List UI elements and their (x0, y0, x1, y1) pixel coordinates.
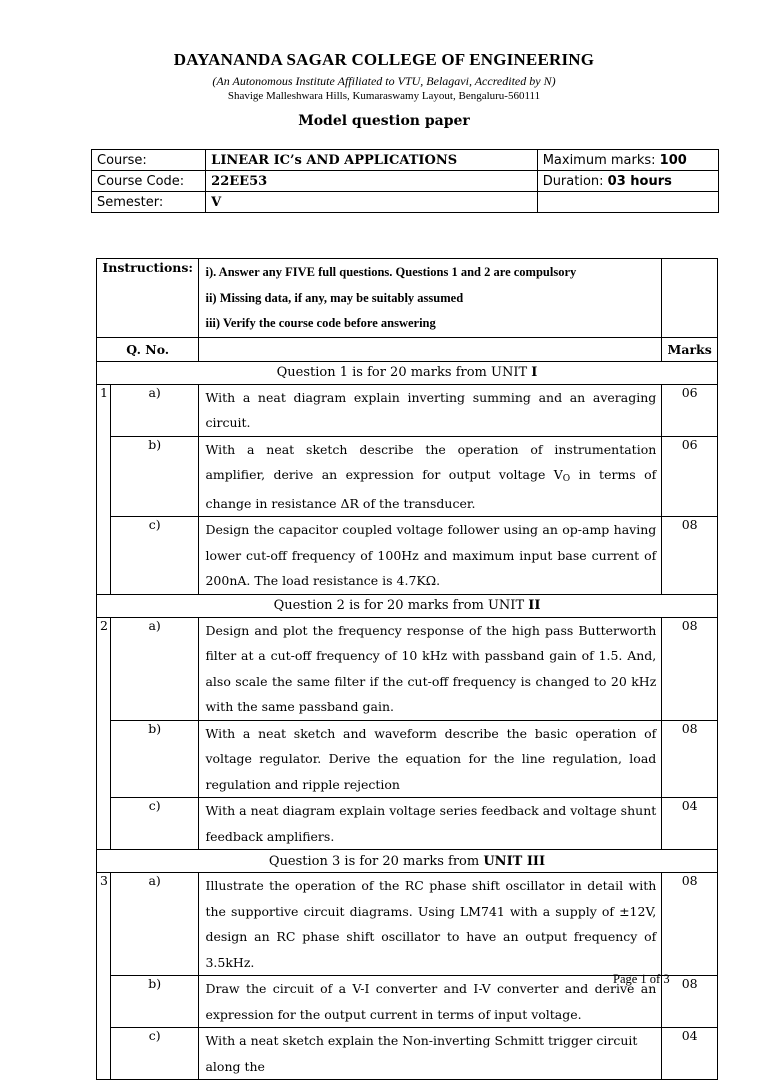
question-header-cell (199, 337, 662, 361)
unit-heading (97, 594, 718, 617)
question-table (96, 258, 718, 1080)
question-marks: 08 (662, 720, 718, 798)
question-text: With a neat sketch and waveform describe the basic operation of voltage regulator. Derive the equation for the line regulation, load regulation and ripple rejection (199, 720, 662, 798)
course-code-label: Course Code: (92, 171, 206, 192)
question-marks: 04 (662, 798, 718, 850)
question-text: Draw the circuit of a V-I converter and I-V converter and derive an expression for the output current in terms of input voltage. (199, 976, 662, 1028)
sub-question-label: c) (110, 798, 199, 850)
instruction-line: iii) Verify the course code before answering (205, 316, 436, 330)
instructions-text (199, 259, 662, 338)
course-value: LINEAR IC’s AND APPLICATIONS (206, 150, 538, 171)
unit-label: UNIT III (483, 853, 546, 869)
semester-label: Semester: (92, 192, 206, 213)
sub-question-label: a) (110, 617, 199, 720)
college-name: DAYANANDA SAGAR COLLEGE OF ENGINEERING (173, 50, 595, 69)
question-number: 3 (97, 873, 111, 1080)
paper-title: Model question paper (298, 113, 470, 129)
max-marks-value: 100 (659, 152, 687, 168)
college-affiliation: (An Autonomous Institute Affiliated to VTU, Belagavi, Accredited by N) (212, 74, 556, 88)
unit-label: I (531, 365, 538, 380)
question-marks: 08 (662, 873, 718, 976)
question-number: 1 (97, 384, 111, 594)
sub-question-label: b) (110, 976, 199, 1028)
unit-heading-text: Question 2 is for 20 marks from UNIT (273, 598, 525, 613)
sub-question-label: c) (110, 517, 199, 595)
question-text: With a neat sketch explain the Non-inverting Schmitt trigger circuit along the (199, 1028, 662, 1080)
question-text: With a neat diagram explain inverting summing and an averaging circuit. (199, 384, 662, 436)
question-text: Design the capacitor coupled voltage follower using an op-amp having lower cut-off frequency of 100Hz and maximum input base current of 200nA. The load resistance is 4.7KΩ. (199, 517, 662, 595)
question-marks: 08 (662, 976, 718, 1028)
max-marks-cell (537, 150, 718, 171)
question-marks: 06 (662, 436, 718, 517)
duration-cell (537, 171, 718, 192)
question-text-part: in terms of change in resistance ΔR of the transducer. (205, 467, 657, 511)
question-text: Design and plot the frequency response of the high pass Butterworth filter at a cut-off frequency of 10 kHz with passband gain of 1.5. And, also scale the same filter if the cut-off frequency is changed to 20 kHz with the same passband gain. (199, 617, 662, 720)
semester-value: V (206, 192, 538, 213)
college-address: Shavige Malleshwara Hills, Kumaraswamy Layout, Bengaluru-560111 (227, 90, 541, 102)
page-number: Page 1 of 3 (613, 972, 670, 986)
max-marks-label: Maximum marks: (542, 152, 656, 168)
instruction-line: ii) Missing data, if any, may be suitably assumed (205, 290, 464, 305)
instruction-line: i). Answer any FIVE full questions. Questions 1 and 2 are compulsory (205, 265, 577, 279)
instructions-marks-cell (662, 259, 718, 338)
marks-header: Marks (662, 337, 718, 361)
sub-question-label: a) (110, 384, 199, 436)
instructions-label: Instructions: (97, 259, 199, 338)
unit-heading (97, 361, 718, 384)
sub-question-label: b) (110, 720, 199, 798)
subscript: O (562, 474, 571, 484)
duration-label: Duration: (542, 173, 604, 189)
unit-heading-text: Question 1 is for 20 marks from UNIT (276, 365, 528, 380)
course-code-value: 22EE53 (206, 171, 538, 192)
unit-label: II (528, 598, 541, 613)
sub-question-label: c) (110, 1028, 199, 1080)
question-marks: 04 (662, 1028, 718, 1080)
sub-question-label: a) (110, 873, 199, 976)
question-text: With a neat diagram explain voltage series feedback and voltage shunt feedback amplifiers. (199, 798, 662, 850)
question-number: 2 (97, 617, 111, 850)
document-header (0, 50, 768, 102)
sub-question-label: b) (110, 436, 199, 517)
question-marks: 08 (662, 517, 718, 595)
unit-heading-text: Question 3 is for 20 marks from (268, 853, 480, 869)
duration-value: 03 hours (607, 173, 672, 189)
course-label: Course: (92, 150, 206, 171)
question-text-part: With a neat sketch describe the operation of instrumentation amplifier, derive an expression for output voltage V (205, 441, 657, 482)
question-text (199, 436, 662, 517)
course-info-table (91, 149, 719, 213)
question-text: Illustrate the operation of the RC phase shift oscillator in detail with the supportive circuit diagrams. Using LM741 with a supply of ±12V, design an RC phase shift oscillator to have an output frequency of 3.5kHz. (199, 873, 662, 976)
empty-cell (537, 192, 718, 213)
question-marks: 06 (662, 384, 718, 436)
question-marks: 08 (662, 617, 718, 720)
unit-heading (97, 850, 718, 873)
qno-header: Q. No. (97, 337, 199, 361)
